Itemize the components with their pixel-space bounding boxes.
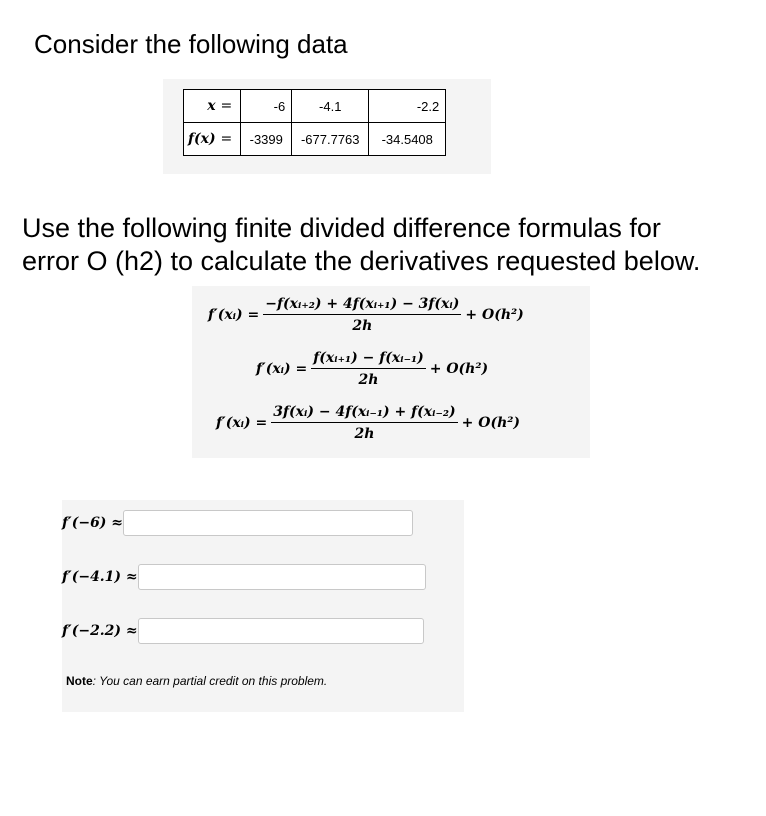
x-value-cell: -2.2 — [369, 90, 446, 123]
formula-fraction — [263, 296, 461, 334]
answer-input-f-prime-neg6[interactable] — [123, 510, 413, 536]
table-row-x — [184, 90, 446, 123]
formula-panel — [192, 286, 590, 458]
formula-error-term: + O(h²) — [465, 307, 524, 323]
formula-lhs: f′(xᵢ) = — [208, 307, 260, 323]
formula-denominator: 2h — [358, 372, 379, 388]
answer-row — [62, 564, 426, 590]
instructions-line-1: Use the following finite divided difference formulas for — [22, 213, 661, 243]
formula-fraction — [271, 404, 457, 442]
formula-numerator: 3f(xᵢ) − 4f(xᵢ₋₁) + f(xᵢ₋₂) — [271, 404, 457, 423]
formula-fraction — [311, 350, 425, 388]
answer-panel — [62, 500, 464, 712]
fx-label-cell: f(x) = — [184, 123, 241, 156]
note-text: : You can earn partial credit on this problem. — [92, 674, 328, 688]
backward-difference-formula — [216, 404, 520, 442]
instructions — [22, 212, 700, 278]
formula-lhs: f′(xᵢ) = — [256, 361, 308, 377]
formula-denominator: 2h — [352, 318, 373, 334]
table-row-fx — [184, 123, 446, 156]
problem-heading: Consider the following data — [34, 29, 348, 59]
answer-row — [62, 510, 413, 536]
formula-denominator: 2h — [354, 426, 375, 442]
note-label: Note — [66, 674, 93, 688]
x-label-cell: x = — [184, 90, 241, 123]
data-table-panel — [163, 79, 491, 174]
instructions-line-2: error O (h2) to calculate the derivatives requested below. — [22, 246, 701, 276]
formula-lhs: f′(xᵢ) = — [216, 415, 268, 431]
answer-input-f-prime-neg2-2[interactable] — [138, 618, 424, 644]
partial-credit-note — [66, 674, 327, 688]
formula-numerator: f(xᵢ₊₁) − f(xᵢ₋₁) — [311, 350, 425, 369]
fx-value-cell: -3399 — [241, 123, 292, 156]
formula-numerator: −f(xᵢ₊₂) + 4f(xᵢ₊₁) − 3f(xᵢ) — [263, 296, 461, 315]
answer-row — [62, 618, 424, 644]
fx-value-cell: -677.7763 — [292, 123, 369, 156]
answer-label: f′(−4.1) ≈ — [62, 569, 138, 585]
answer-label: f′(−6) ≈ — [62, 515, 124, 531]
formula-error-term: + O(h²) — [429, 361, 489, 377]
x-value-cell: -4.1 — [292, 90, 369, 123]
answer-input-f-prime-neg4-1[interactable] — [138, 564, 426, 590]
forward-difference-formula — [208, 296, 524, 334]
answer-label: f′(−2.2) ≈ — [62, 623, 138, 639]
data-table — [183, 89, 446, 156]
fx-value-cell: -34.5408 — [369, 123, 446, 156]
formula-error-term: + O(h²) — [461, 415, 521, 431]
x-value-cell: -6 — [241, 90, 292, 123]
centered-difference-formula — [256, 350, 488, 388]
